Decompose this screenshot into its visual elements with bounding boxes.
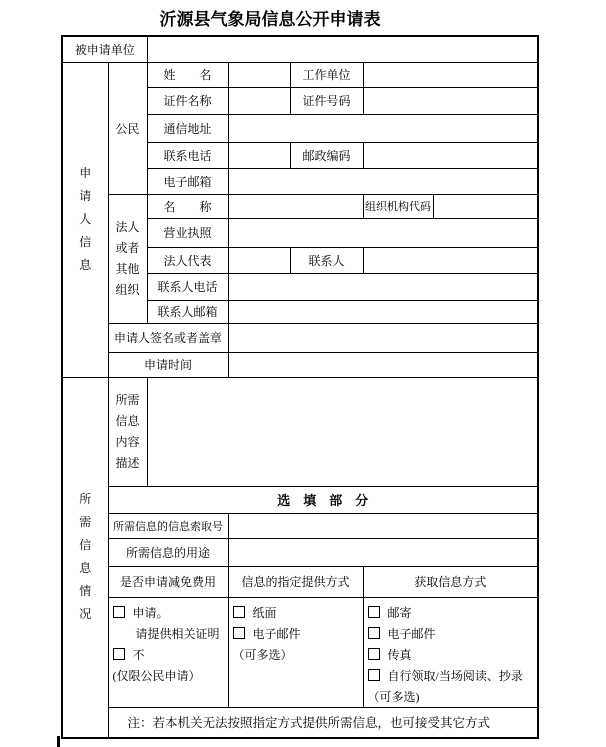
checkbox-icon[interactable] bbox=[368, 606, 380, 618]
obtain-multi-select-note: （可多选) bbox=[367, 689, 420, 704]
checkbox-icon[interactable] bbox=[113, 606, 125, 618]
fee-waiver-header: 是否申请减免费用 bbox=[108, 566, 228, 597]
work-unit-field[interactable] bbox=[363, 62, 538, 87]
contact-label: 联系人 bbox=[290, 247, 363, 273]
applied-unit-field[interactable] bbox=[147, 36, 538, 62]
postal-code-label: 邮政编码 bbox=[290, 142, 363, 168]
applicant-section-label bbox=[62, 62, 108, 377]
legal-rep-field[interactable] bbox=[228, 247, 290, 273]
signature-label: 申请人签名或者盖章 bbox=[108, 323, 228, 352]
info-section-vertical-text: 所需信息情况 bbox=[79, 492, 92, 622]
apply-time-label: 申请时间 bbox=[108, 352, 228, 377]
content-desc-label bbox=[108, 377, 147, 486]
index-number-label: 所需信息的信息索取号 bbox=[108, 513, 228, 538]
optional-section-header: 选 填 部 分 bbox=[108, 486, 538, 513]
obtain-mail-label: 邮寄 bbox=[387, 605, 412, 620]
obtain-self-pickup-label: 自行领取/当场阅读、抄录 bbox=[387, 668, 523, 683]
citizen-name-label: 姓 名 bbox=[147, 62, 228, 87]
applicant-section-vertical-text: 申请人信息 bbox=[79, 166, 92, 272]
org-name-field[interactable] bbox=[228, 194, 363, 218]
cert-number-field[interactable] bbox=[363, 87, 538, 114]
contact-phone-field[interactable] bbox=[228, 273, 538, 300]
cert-name-field[interactable] bbox=[228, 87, 290, 114]
checkbox-icon[interactable] bbox=[368, 627, 380, 639]
address-field[interactable] bbox=[228, 114, 538, 142]
phone-label: 联系电话 bbox=[147, 142, 228, 168]
obtain-method-options-cell bbox=[363, 597, 538, 707]
obtain-fax-option[interactable] bbox=[368, 644, 536, 665]
checkbox-icon[interactable] bbox=[113, 648, 125, 660]
cert-name-label: 证件名称 bbox=[147, 87, 228, 114]
citizen-group-label: 公民 bbox=[108, 62, 147, 194]
delivery-method-options-cell bbox=[228, 597, 363, 707]
checkbox-icon[interactable] bbox=[368, 669, 380, 681]
work-unit-label: 工作单位 bbox=[290, 62, 363, 87]
checkbox-icon[interactable] bbox=[233, 627, 245, 639]
contact-phone-label: 联系人电话 bbox=[147, 273, 228, 300]
fee-apply-proof-note: 请提供相关证明 bbox=[135, 626, 220, 641]
email-field[interactable] bbox=[228, 168, 538, 194]
phone-field[interactable] bbox=[228, 142, 290, 168]
obtain-fax-label: 传真 bbox=[387, 647, 412, 662]
fee-waiver-options-cell bbox=[108, 597, 228, 707]
cert-number-label: 证件号码 bbox=[290, 87, 363, 114]
address-label: 通信地址 bbox=[147, 114, 228, 142]
index-number-field[interactable] bbox=[228, 513, 538, 538]
purpose-field[interactable] bbox=[228, 538, 538, 566]
business-license-field[interactable] bbox=[228, 218, 538, 247]
fee-no-option[interactable] bbox=[113, 644, 226, 665]
fee-no-option-label: 不 bbox=[132, 647, 145, 662]
obtain-self-pickup-option[interactable] bbox=[368, 665, 536, 686]
applied-unit-label: 被申请单位 bbox=[62, 36, 147, 62]
obtain-email-option[interactable] bbox=[368, 623, 536, 644]
delivery-method-header: 信息的指定提供方式 bbox=[228, 566, 363, 597]
legal-rep-label: 法人代表 bbox=[147, 247, 228, 273]
delivery-paper-option[interactable] bbox=[233, 602, 361, 623]
organization-group-label bbox=[108, 194, 147, 323]
obtain-mail-option[interactable] bbox=[368, 602, 536, 623]
citizen-name-field[interactable] bbox=[228, 62, 290, 87]
apply-time-field[interactable] bbox=[228, 352, 538, 377]
org-code-field[interactable] bbox=[433, 194, 538, 218]
signature-field[interactable] bbox=[228, 323, 538, 352]
form-title: 沂源县气象局信息公开申请表 bbox=[159, 10, 381, 29]
info-section-label bbox=[62, 377, 108, 738]
content-desc-vertical-text: 所需信息内容描述 bbox=[115, 392, 140, 470]
org-name-label: 名 称 bbox=[147, 194, 228, 218]
fee-apply-option[interactable] bbox=[113, 602, 226, 623]
fee-apply-option-label: 申请。 bbox=[132, 605, 169, 620]
delivery-multi-select-note: （可多选） bbox=[232, 647, 293, 662]
contact-email-field[interactable] bbox=[228, 300, 538, 323]
org-code-label: 组织机构代码 bbox=[363, 194, 433, 218]
footer-note: 注：若本机关无法按照指定方式提供所需信息，也可接受其它方式 bbox=[108, 707, 538, 738]
delivery-email-label: 电子邮件 bbox=[252, 626, 301, 641]
checkbox-icon[interactable] bbox=[233, 606, 245, 618]
obtain-method-header: 获取信息方式 bbox=[363, 566, 538, 597]
checkbox-icon[interactable] bbox=[368, 648, 380, 660]
organization-group-vertical-text: 法人或者其他组织 bbox=[115, 219, 140, 297]
delivery-email-option[interactable] bbox=[233, 623, 361, 644]
application-form-table bbox=[61, 35, 539, 739]
delivery-paper-label: 纸面 bbox=[252, 605, 277, 620]
contact-email-label: 联系人邮箱 bbox=[147, 300, 228, 323]
content-desc-field[interactable] bbox=[147, 377, 538, 486]
postal-code-field[interactable] bbox=[363, 142, 538, 168]
fee-citizen-only-note: (仅限公民申请） bbox=[112, 668, 201, 683]
business-license-label: 营业执照 bbox=[147, 218, 228, 247]
email-label: 电子邮箱 bbox=[147, 168, 228, 194]
contact-field[interactable] bbox=[363, 247, 538, 273]
obtain-email-label: 电子邮件 bbox=[387, 626, 436, 641]
text-cursor-artifact bbox=[57, 736, 60, 747]
purpose-label: 所需信息的用途 bbox=[108, 538, 228, 566]
